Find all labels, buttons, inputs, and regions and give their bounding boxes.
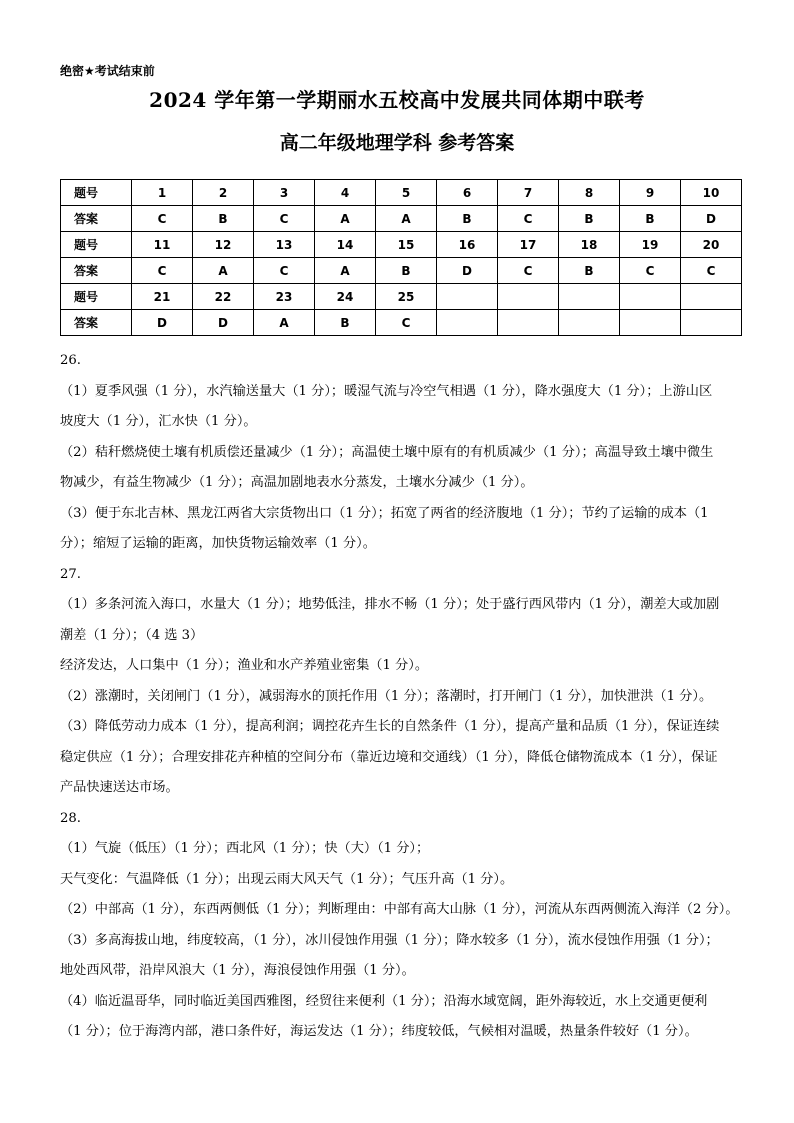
question-number-cell: 13 bbox=[254, 232, 315, 258]
question-number: 27. bbox=[60, 566, 81, 582]
answer-cell: A bbox=[254, 310, 315, 336]
row-header: 答案 bbox=[61, 206, 132, 232]
question-number-cell: 23 bbox=[254, 284, 315, 310]
answer-cell: D bbox=[132, 310, 193, 336]
answer-row bbox=[61, 258, 742, 284]
answer-cell: D bbox=[437, 258, 498, 284]
question-number-cell: 2 bbox=[193, 180, 254, 206]
answer-cell: D bbox=[681, 206, 742, 232]
answer-line: （3）降低劳动力成本（1 分），提高利润；调控花卉生长的自然条件（1 分），提高产量和品质（1 分），保证连续 bbox=[60, 719, 720, 734]
answer-cell: D bbox=[193, 310, 254, 336]
question-number-cell: 21 bbox=[132, 284, 193, 310]
question-number-cell: 9 bbox=[620, 180, 681, 206]
question-number-cell: 14 bbox=[315, 232, 376, 258]
answer-cell bbox=[559, 310, 620, 336]
question-number-cell: 25 bbox=[376, 284, 437, 310]
row-header: 答案 bbox=[61, 310, 132, 336]
answer-row bbox=[61, 206, 742, 232]
answer-cell: A bbox=[376, 206, 437, 232]
page-title: 2024 学年第一学期丽水五校高中发展共同体期中联考 bbox=[149, 88, 645, 112]
answer-line: 天气变化：气温降低（1 分）；出现云雨大风天气（1 分）；气压升高（1 分）。 bbox=[60, 871, 514, 887]
row-header: 答案 bbox=[61, 258, 132, 284]
answer-line: 分）；缩短了运输的距离，加快货物运输效率（1 分）。 bbox=[60, 536, 376, 551]
answer-cell: C bbox=[132, 206, 193, 232]
row-header: 题号 bbox=[61, 232, 132, 258]
question-number-cell: 11 bbox=[132, 232, 193, 258]
question-number-cell bbox=[681, 284, 742, 310]
page-subtitle: 高二年级地理学科 参考答案 bbox=[279, 132, 515, 154]
answer-cell: A bbox=[315, 206, 376, 232]
question-number-cell: 7 bbox=[498, 180, 559, 206]
answer-cell: C bbox=[254, 206, 315, 232]
question-number-row bbox=[61, 180, 742, 206]
answer-line: 产品快速送达市场。 bbox=[60, 780, 179, 795]
answer-cell: C bbox=[254, 258, 315, 284]
question-number-cell: 10 bbox=[681, 180, 742, 206]
answer-cell: B bbox=[620, 206, 681, 232]
answer-cell: C bbox=[376, 310, 437, 336]
answer-line: 物减少，有益生物减少（1 分）；高温加剧地表水分蒸发，土壤水分减少（1 分）。 bbox=[60, 475, 534, 490]
answer-line: 潮差（1 分）；（4 选 3） bbox=[60, 627, 204, 643]
answer-content bbox=[60, 346, 742, 1048]
question-number-cell: 5 bbox=[376, 180, 437, 206]
answer-line: （1 分）；位于海湾内部，港口条件好，海运发达（1 分）；纬度较低，气候相对温暖，热量条件较好（1 分）。 bbox=[60, 1024, 698, 1039]
answer-line: （4）临近温哥华，同时临近美国西雅图，经贸往来便利（1 分）；沿海水域宽阔，距外海较近，水上交通更便利 bbox=[60, 993, 708, 1009]
question-number-row bbox=[61, 284, 742, 310]
answer-cell bbox=[498, 310, 559, 336]
row-header: 题号 bbox=[61, 284, 132, 310]
question-number-row bbox=[61, 232, 742, 258]
answer-line: 稳定供应（1 分）；合理安排花卉种植的空间分布（靠近边境和交通线）（1 分），降低仓储物流成本（1 分），保证 bbox=[60, 749, 718, 765]
question-number-cell: 15 bbox=[376, 232, 437, 258]
answer-line: （1）气旋（低压）（1 分）；西北风（1 分）；快（大）（1 分）； bbox=[60, 841, 430, 856]
question-number-cell: 1 bbox=[132, 180, 193, 206]
answer-table bbox=[60, 179, 742, 336]
row-header: 题号 bbox=[61, 180, 132, 206]
question-number: 26. bbox=[60, 353, 81, 368]
answer-cell bbox=[437, 310, 498, 336]
answer-line: （1）夏季风强（1 分），水汽输送量大（1 分）；暖湿气流与冷空气相遇（1 分），降水强度大（1 分）；上游山区 bbox=[60, 383, 713, 399]
answer-line: 坡度大（1 分），汇水快（1 分）。 bbox=[60, 414, 257, 429]
answer-cell: C bbox=[620, 258, 681, 284]
answer-row bbox=[61, 310, 742, 336]
answer-line: （3）多高海拔山地，纬度较高，（1 分），冰川侵蚀作用强（1 分）；降水较多（1 分），流水侵蚀作用强（1 分）； bbox=[60, 932, 719, 948]
question-number-cell: 19 bbox=[620, 232, 681, 258]
answer-cell: A bbox=[193, 258, 254, 284]
answer-cell: B bbox=[437, 206, 498, 232]
question-number-cell bbox=[437, 284, 498, 310]
answer-line: （3）便于东北吉林、黑龙江两省大宗货物出口（1 分）；拓宽了两省的经济腹地（1 分）；节约了运输的成本（1 bbox=[60, 505, 709, 521]
answer-line: （2）秸秆燃烧使土壤有机质偿还量减少（1 分）；高温使土壤中原有的有机质减少（1 分）；高温导致土壤中微生 bbox=[60, 444, 714, 460]
confidential-label: 绝密★考试结束前 bbox=[60, 64, 155, 78]
answer-cell bbox=[681, 310, 742, 336]
answer-cell: C bbox=[498, 206, 559, 232]
answer-cell: A bbox=[315, 258, 376, 284]
question-number-cell: 20 bbox=[681, 232, 742, 258]
answer-cell: C bbox=[498, 258, 559, 284]
question-number-cell bbox=[498, 284, 559, 310]
question-number-cell: 24 bbox=[315, 284, 376, 310]
question-number-cell: 17 bbox=[498, 232, 559, 258]
question-number-cell: 12 bbox=[193, 232, 254, 258]
question-number-cell: 4 bbox=[315, 180, 376, 206]
answer-cell: B bbox=[559, 206, 620, 232]
answer-cell bbox=[620, 310, 681, 336]
question-number-cell: 22 bbox=[193, 284, 254, 310]
question-number-cell: 6 bbox=[437, 180, 498, 206]
answer-line: （1）多条河流入海口，水量大（1 分）；地势低洼，排水不畅（1 分）；处于盛行西风带内（1 分），潮差大或加剧 bbox=[60, 597, 720, 612]
answer-line: 经济发达，人口集中（1 分）；渔业和水产养殖业密集（1 分）。 bbox=[60, 658, 429, 673]
answer-cell: B bbox=[315, 310, 376, 336]
question-number-cell: 18 bbox=[559, 232, 620, 258]
question-number-cell: 3 bbox=[254, 180, 315, 206]
answer-cell: B bbox=[193, 206, 254, 232]
question-number-cell bbox=[620, 284, 681, 310]
answer-cell: B bbox=[559, 258, 620, 284]
answer-cell: C bbox=[681, 258, 742, 284]
answer-cell: C bbox=[132, 258, 193, 284]
answer-line: （2）涨潮时，关闭闸门（1 分），减弱海水的顶托作用（1 分）；落潮时，打开闸门（1 分），加快泄洪（1 分）。 bbox=[60, 688, 713, 704]
question-number-cell bbox=[559, 284, 620, 310]
answer-line: （2）中部高（1 分），东西两侧低（1 分）；判断理由：中部有高大山脉（1 分），河流从东西两侧流入海洋（2 分）。 bbox=[60, 902, 739, 917]
question-number-cell: 8 bbox=[559, 180, 620, 206]
answer-line: 地处西风带，沿岸风浪大（1 分），海浪侵蚀作用强（1 分）。 bbox=[60, 963, 415, 978]
question-number-cell: 16 bbox=[437, 232, 498, 258]
answer-cell: B bbox=[376, 258, 437, 284]
question-number: 28. bbox=[60, 810, 81, 826]
